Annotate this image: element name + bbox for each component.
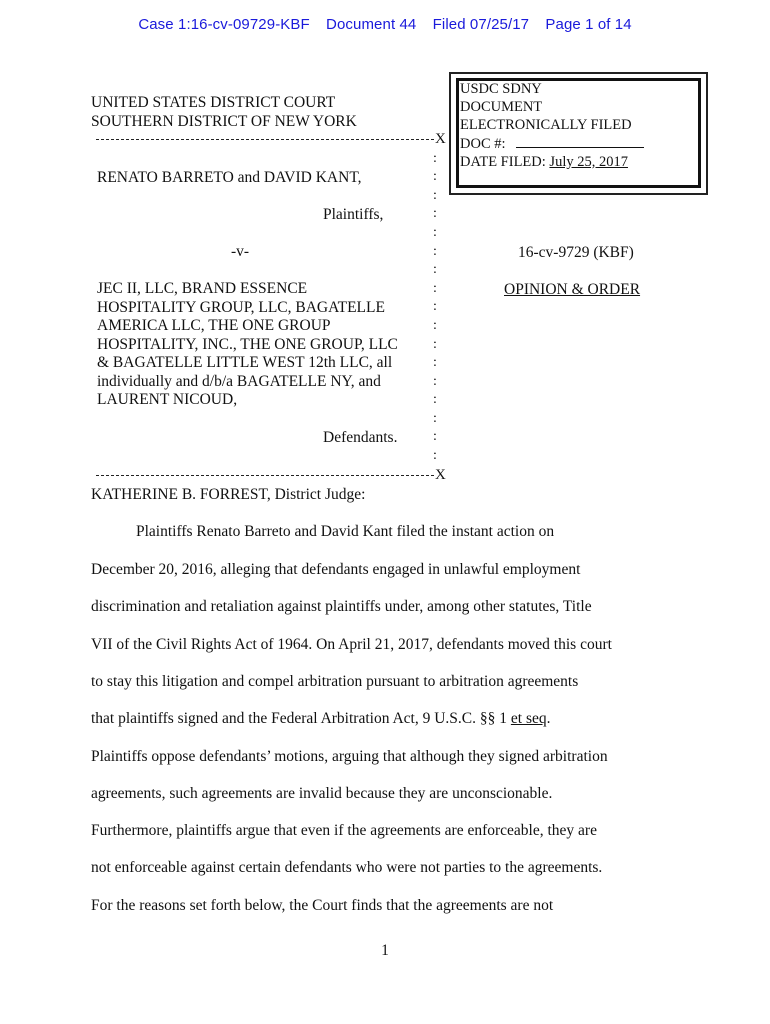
body-line: discrimination and retaliation against plaintiffs under, among other statutes, Title (91, 598, 592, 615)
filing-stamp-text (460, 80, 644, 171)
et-seq-period: . (546, 710, 551, 727)
caption-top-dashes (96, 139, 434, 140)
stamp-line-2: DOCUMENT (460, 99, 543, 116)
body-line: Furthermore, plaintiffs argue that even if the agreements are enforceable, they are (91, 822, 597, 839)
versus-label: -v- (231, 243, 250, 260)
body-line: agreements, such agreements are invalid because they are unconscionable. (91, 785, 553, 802)
defendant-line: JEC II, LLC, BRAND ESSENCE (97, 280, 308, 297)
body-line-text: that plaintiffs signed and the Federal Arbitration Act, 9 U.S.C. §§ 1 (91, 710, 511, 727)
stamp-doc-label: DOC #: (460, 135, 506, 152)
defendants-names (97, 280, 398, 410)
defendants-label: Defendants. (323, 429, 398, 446)
judge-line: KATHERINE B. FORREST, District Judge: (91, 486, 366, 503)
page-count-header: Page 1 of 14 (545, 16, 632, 33)
ecf-header (0, 16, 770, 33)
defendant-line: HOSPITALITY GROUP, LLC, BAGATELLE (97, 298, 385, 316)
stamp-line-3: ELECTRONICALLY FILED (460, 117, 632, 134)
stamp-doc-row (460, 135, 644, 153)
defendant-line: individually and d/b/a BAGATELLE NY, and (97, 372, 381, 390)
et-seq: et seq (510, 710, 547, 727)
case-number-header: Case 1:16-cv-09729-KBF (138, 16, 310, 33)
defendant-line: & BAGATELLE LITTLE WEST 12th LLC, all (97, 354, 393, 371)
body-line-citation (91, 710, 551, 728)
caption-bottom-x: X (435, 467, 446, 483)
defendant-line: HOSPITALITY, INC., THE ONE GROUP, LLC (97, 335, 398, 353)
body-line: VII of the Civil Rights Act of 1964. On April 21, 2017, defendants moved this court (91, 636, 612, 653)
caption-top-rule (96, 131, 446, 148)
defendant-line: LAURENT NICOUD, (97, 391, 238, 408)
stamp-date-label: DATE FILED: (460, 153, 546, 170)
court-line-1: UNITED STATES DISTRICT COURT (91, 94, 336, 111)
plaintiffs-names: RENATO BARRETO and DAVID KANT, (97, 169, 362, 186)
page-number: 1 (381, 942, 389, 959)
body-line: December 20, 2016, alleging that defendants engaged in unlawful employment (91, 561, 581, 578)
plaintiffs-label: Plaintiffs, (323, 206, 384, 223)
case-number: 16-cv-9729 (KBF) (518, 244, 634, 261)
caption-bottom-dashes (96, 475, 434, 476)
filing-stamp-box (449, 72, 708, 195)
caption-top-x: X (435, 131, 446, 147)
stamp-date-value: July 25, 2017 (549, 153, 628, 170)
stamp-line-1: USDC SDNY (460, 81, 542, 97)
filed-date-header: Filed 07/25/17 (432, 16, 530, 33)
caption-bottom-rule (96, 467, 446, 484)
body-line: Plaintiffs oppose defendants’ motions, arguing that although they signed arbitration (91, 748, 608, 765)
defendant-line: AMERICA LLC, THE ONE GROUP (97, 317, 331, 334)
stamp-date-row (460, 153, 644, 171)
stamp-doc-blank (516, 135, 644, 148)
body-line: to stay this litigation and compel arbitration pursuant to arbitration agreements (91, 673, 579, 690)
body-line: Plaintiffs Renato Barreto and David Kant filed the instant action on (136, 523, 555, 540)
body-line: not enforceable against certain defendants who were not parties to the agreements. (91, 859, 603, 876)
document-number-header: Document 44 (326, 16, 417, 33)
body-line: For the reasons set forth below, the Court finds that the agreements are not (91, 897, 554, 914)
opinion-title: OPINION & ORDER (504, 281, 641, 298)
court-name (91, 94, 357, 131)
court-line-2: SOUTHERN DISTRICT OF NEW YORK (91, 112, 357, 130)
